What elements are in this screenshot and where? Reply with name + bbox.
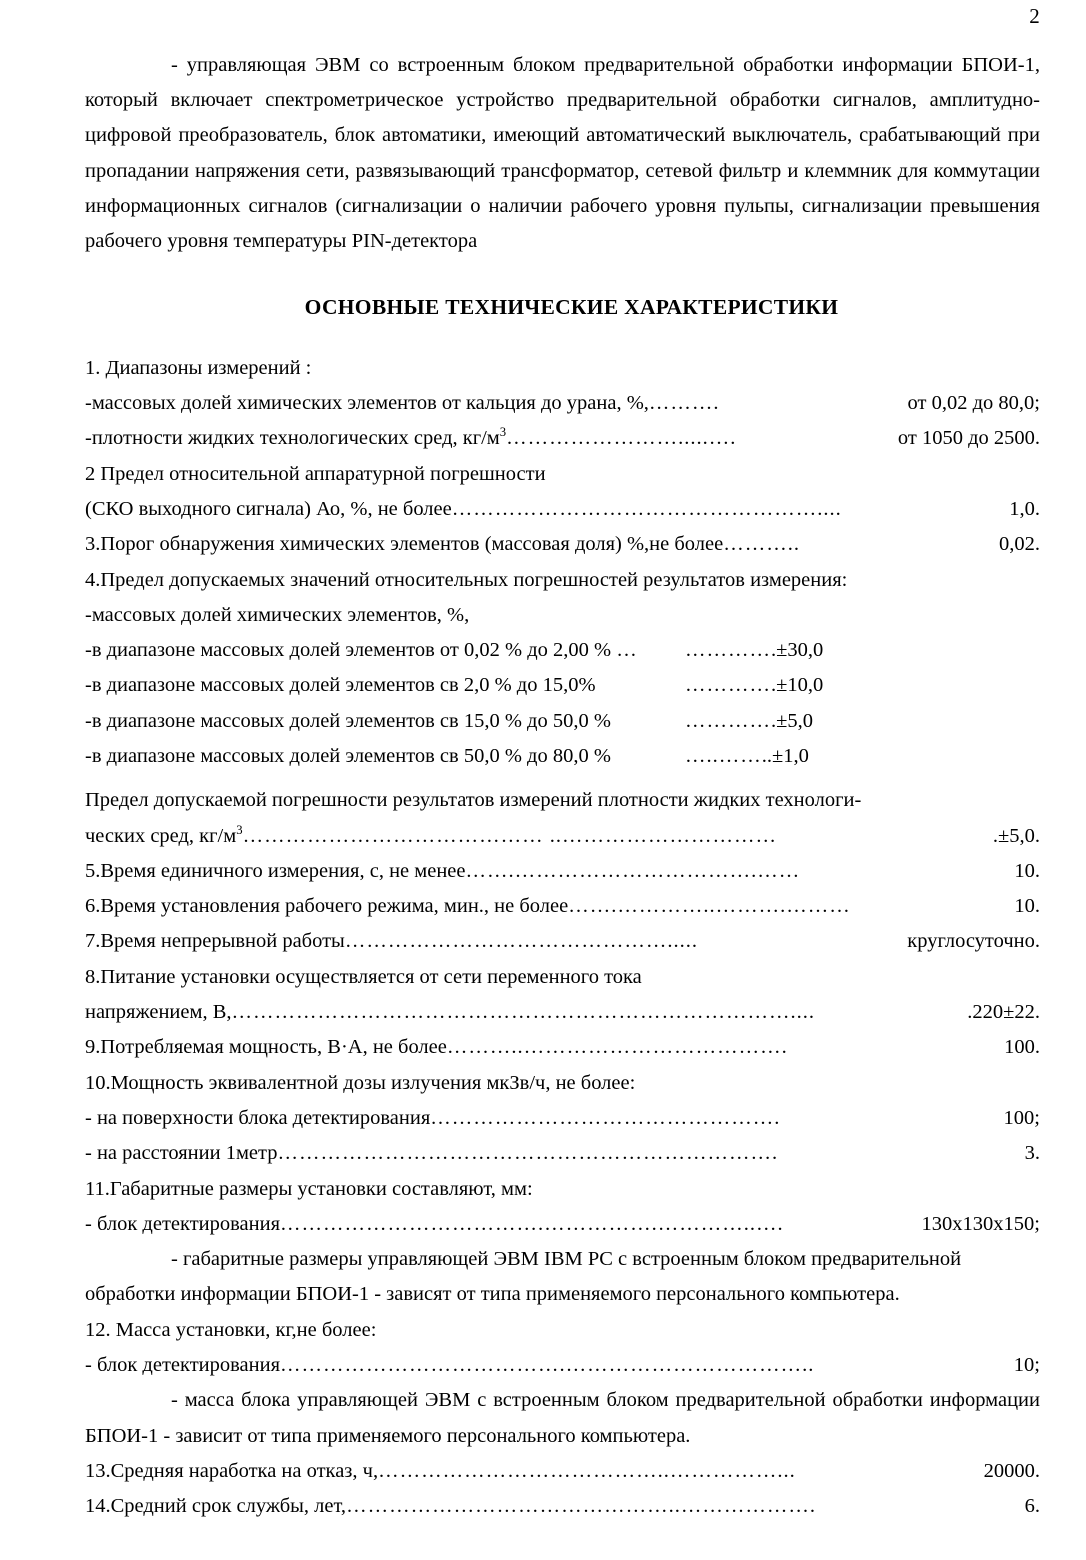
spec-item-11a-value: 130x130x150;: [921, 1212, 1040, 1235]
spec-item-1b: [85, 421, 1040, 456]
spec-item-10a-label: - на поверхности блока детектирования: [85, 1106, 431, 1129]
spec-item-14-value: 6.: [1024, 1495, 1040, 1518]
spec-item-11a: [85, 1207, 1040, 1242]
spec-item-12-title: 12. Масса установки, кг,не более:: [85, 1318, 377, 1341]
leader-dots: ……………………………….…………….…………..….: [280, 1212, 784, 1235]
spec-item-4-subtitle: -массовых долей химических элементов, %,: [85, 603, 470, 626]
leader-dots: …………: [685, 709, 771, 732]
spec-item-1a-value: от 0,02 до 80,0;: [907, 392, 1040, 415]
range-label: -в диапазоне массовых долей элементов св 50,0 % до 80,0 %: [85, 744, 611, 767]
spec-item-13-value: 20000.: [983, 1459, 1040, 1482]
range-label: -в диапазоне массовых долей элементов от 0,02 % до 2,00 % …: [85, 639, 637, 662]
spec-item-13: [85, 1454, 1040, 1489]
spacer: [85, 774, 1040, 783]
spec-item-10b: [85, 1136, 1040, 1171]
cubic-meter-superscript: 3: [236, 822, 243, 837]
spec-item-7-label: 7.Время непрерывной работы: [85, 930, 345, 953]
spec-item-3-value: 0,02.: [999, 533, 1040, 556]
spec-item-1a-label: -массовых долей химических элементов от кальция до урана, %,: [85, 392, 649, 415]
spec-item-12a-value: 10;: [1013, 1354, 1040, 1377]
leader-dots: ……….: [648, 392, 720, 415]
range-value: .±30,0: [771, 639, 824, 662]
spec-item-7: [85, 924, 1040, 959]
spec-item-6-label: 6.Время установления рабочего режима, мин., не более: [85, 895, 569, 918]
spec-item-14-label: 14.Средний срок службы, лет,: [85, 1495, 347, 1518]
specifications-list: [85, 351, 1040, 1525]
spec-item-11-note-wrap: [85, 1242, 1040, 1313]
page-number: 2: [1029, 4, 1040, 28]
spec-item-1-title: 1. Диапазоны измерений :: [85, 356, 312, 379]
range-row: [85, 668, 1040, 703]
density-limit-value: .±5,0.: [992, 824, 1040, 847]
range-value: ..±1,0: [761, 744, 809, 767]
leader-dots: ………………………………………….: [430, 1106, 781, 1129]
spec-item-5: [85, 854, 1040, 889]
leader-dots: …….…………..……….………: [568, 895, 851, 918]
spec-item-1b-label-text: -плотности жидких технологических сред, кг/м: [85, 427, 500, 450]
spec-item-14: [85, 1489, 1040, 1524]
spec-item-3: [85, 527, 1040, 562]
leader-dots: …………………………………… ..…………………………: [242, 824, 777, 847]
range-row: [85, 739, 1040, 774]
spec-item-8-label: напряжением, В,: [85, 1001, 232, 1024]
spec-item-7-value: круглосуточно.: [907, 930, 1040, 953]
spec-item-1a: [85, 386, 1040, 421]
leader-dots: …………: [685, 639, 771, 662]
spec-item-12-note-wrap: [85, 1383, 1040, 1454]
leader-dots: …………………….....….: [506, 427, 737, 450]
spec-item-1b-value: от 1050 до 2500.: [897, 427, 1040, 450]
spec-item-12-note: - масса блока управляющей ЭВМ с встроенным блоком предварительной обработки информации БПОИ-1 - зависит от типа применяемого персонального компьютера.: [85, 1389, 1040, 1447]
density-limit-label: [85, 819, 243, 854]
spec-item-11-note: - габаритные размеры управляющей ЭВМ IBM PC с встроенным блоком предварительной обработки информации БПОИ-1 - зависят от типа применяемого персонального компьютера.: [85, 1248, 962, 1306]
range-value: .±5,0: [771, 709, 814, 732]
spec-item-10-title: 10.Мощность эквивалентной дозы излучения мкЗв/ч, не более:: [85, 1071, 636, 1094]
leader-dots: …………………………………..……………...: [378, 1459, 796, 1482]
density-limit-label-text: ческих сред, кг/м: [85, 824, 237, 847]
spec-item-9-label: 9.Потребляемая мощность, В·А, не более: [85, 1036, 447, 1059]
spec-item-5-value: 10.: [1014, 859, 1040, 882]
range-row: [85, 633, 1040, 668]
spec-item-2-line1: 2 Предел относительной аппаратурной погрешности: [85, 462, 546, 485]
leader-dots: ……………………………………………....: [451, 497, 842, 520]
spec-item-2-line2: [85, 492, 1040, 527]
leader-dots: …..……: [685, 744, 762, 767]
spec-item-11-title: 11.Габаритные размеры установки составляют, мм:: [85, 1177, 533, 1200]
range-label: -в диапазоне массовых долей элементов св 2,0 % до 15,0%: [85, 674, 596, 697]
range-label: -в диапазоне массовых долей элементов св 15,0 % до 50,0 %: [85, 709, 611, 732]
spec-item-6-value: 10.: [1014, 895, 1040, 918]
density-limit-line2: [85, 819, 1040, 854]
cubic-meter-superscript: 3: [499, 425, 507, 440]
spec-item-9: [85, 1030, 1040, 1065]
spec-item-10b-value: 3.: [1024, 1142, 1040, 1165]
leader-dots: ………………………………….……………………………..: [280, 1354, 815, 1377]
page-content: [85, 48, 1040, 1525]
spec-item-13-label: 13.Средняя наработка на отказ, ч,: [85, 1459, 379, 1482]
spec-item-5-label: 5.Время единичного измерения, с, не менее: [85, 859, 466, 882]
spec-item-2-value: 1,0.: [1009, 497, 1040, 520]
range-row: [85, 704, 1040, 739]
spec-item-4-title: 4.Предел допускаемых значений относительных погрешностей результатов измерения:: [85, 568, 848, 591]
spec-item-1b-label: [85, 421, 506, 456]
spec-item-8-line2: [85, 995, 1040, 1030]
leader-dots: ………..: [723, 533, 800, 556]
leader-dots: …….…………………………….……: [465, 859, 801, 882]
spec-item-9-value: 100.: [1004, 1036, 1040, 1059]
spec-item-10a-value: 100;: [1003, 1106, 1040, 1129]
leader-dots: …………………………………………………………….: [277, 1142, 779, 1165]
leader-dots: ……………………………………….....: [344, 930, 698, 953]
spec-item-8-value: .220±22.: [967, 1001, 1040, 1024]
spec-item-10a: [85, 1101, 1040, 1136]
density-limit-line1: Предел допускаемой погрешности результатов измерений плотности жидких технологи-: [85, 789, 862, 812]
spec-item-10b-label: - на расстоянии 1метр: [85, 1142, 278, 1165]
spec-item-11a-label: - блок детектирования: [85, 1212, 281, 1235]
leader-dots: ………..……………………………….: [446, 1036, 788, 1059]
page-title: ОСНОВНЫЕ ТЕХНИЧЕСКИЕ ХАРАКТЕРИСТИКИ: [304, 295, 839, 320]
leader-dots: ………………………………………..……………….: [346, 1495, 816, 1518]
spec-item-12a: [85, 1348, 1040, 1383]
spec-item-2-label: (СКО выходного сигнала) Ао, %, не более: [85, 497, 452, 520]
spec-item-3-label: 3.Порог обнаружения химических элементов (массовая доля) %,не более: [85, 533, 724, 556]
spec-item-8-line1: 8.Питание установки осуществляется от сети переменного тока: [85, 965, 642, 988]
leader-dots: ……………………………………………………………………....: [231, 1001, 816, 1024]
spec-item-12a-label: - блок детектирования: [85, 1354, 281, 1377]
intro-paragraph: - управляющая ЭВМ со встроенным блоком предварительной обработки информации БПОИ-1, который включает спектрометрическое устройство предварительной обработки сигналов, амплитудно-цифровой преобразователь, блок автоматики, имеющий автоматический выключатель, срабатывающий при пропадании напряжения сети, развязывающий трансформатор, сетевой фильтр и клеммник для коммутации информационных сигналов (сигнализации о наличии рабочего уровня пульпы, сигнализации превышения рабочего уровня температуры PIN-детектора: [85, 54, 1040, 253]
range-value: .±10,0: [771, 674, 824, 697]
spec-item-6: [85, 889, 1040, 924]
leader-dots: …………: [685, 674, 771, 697]
